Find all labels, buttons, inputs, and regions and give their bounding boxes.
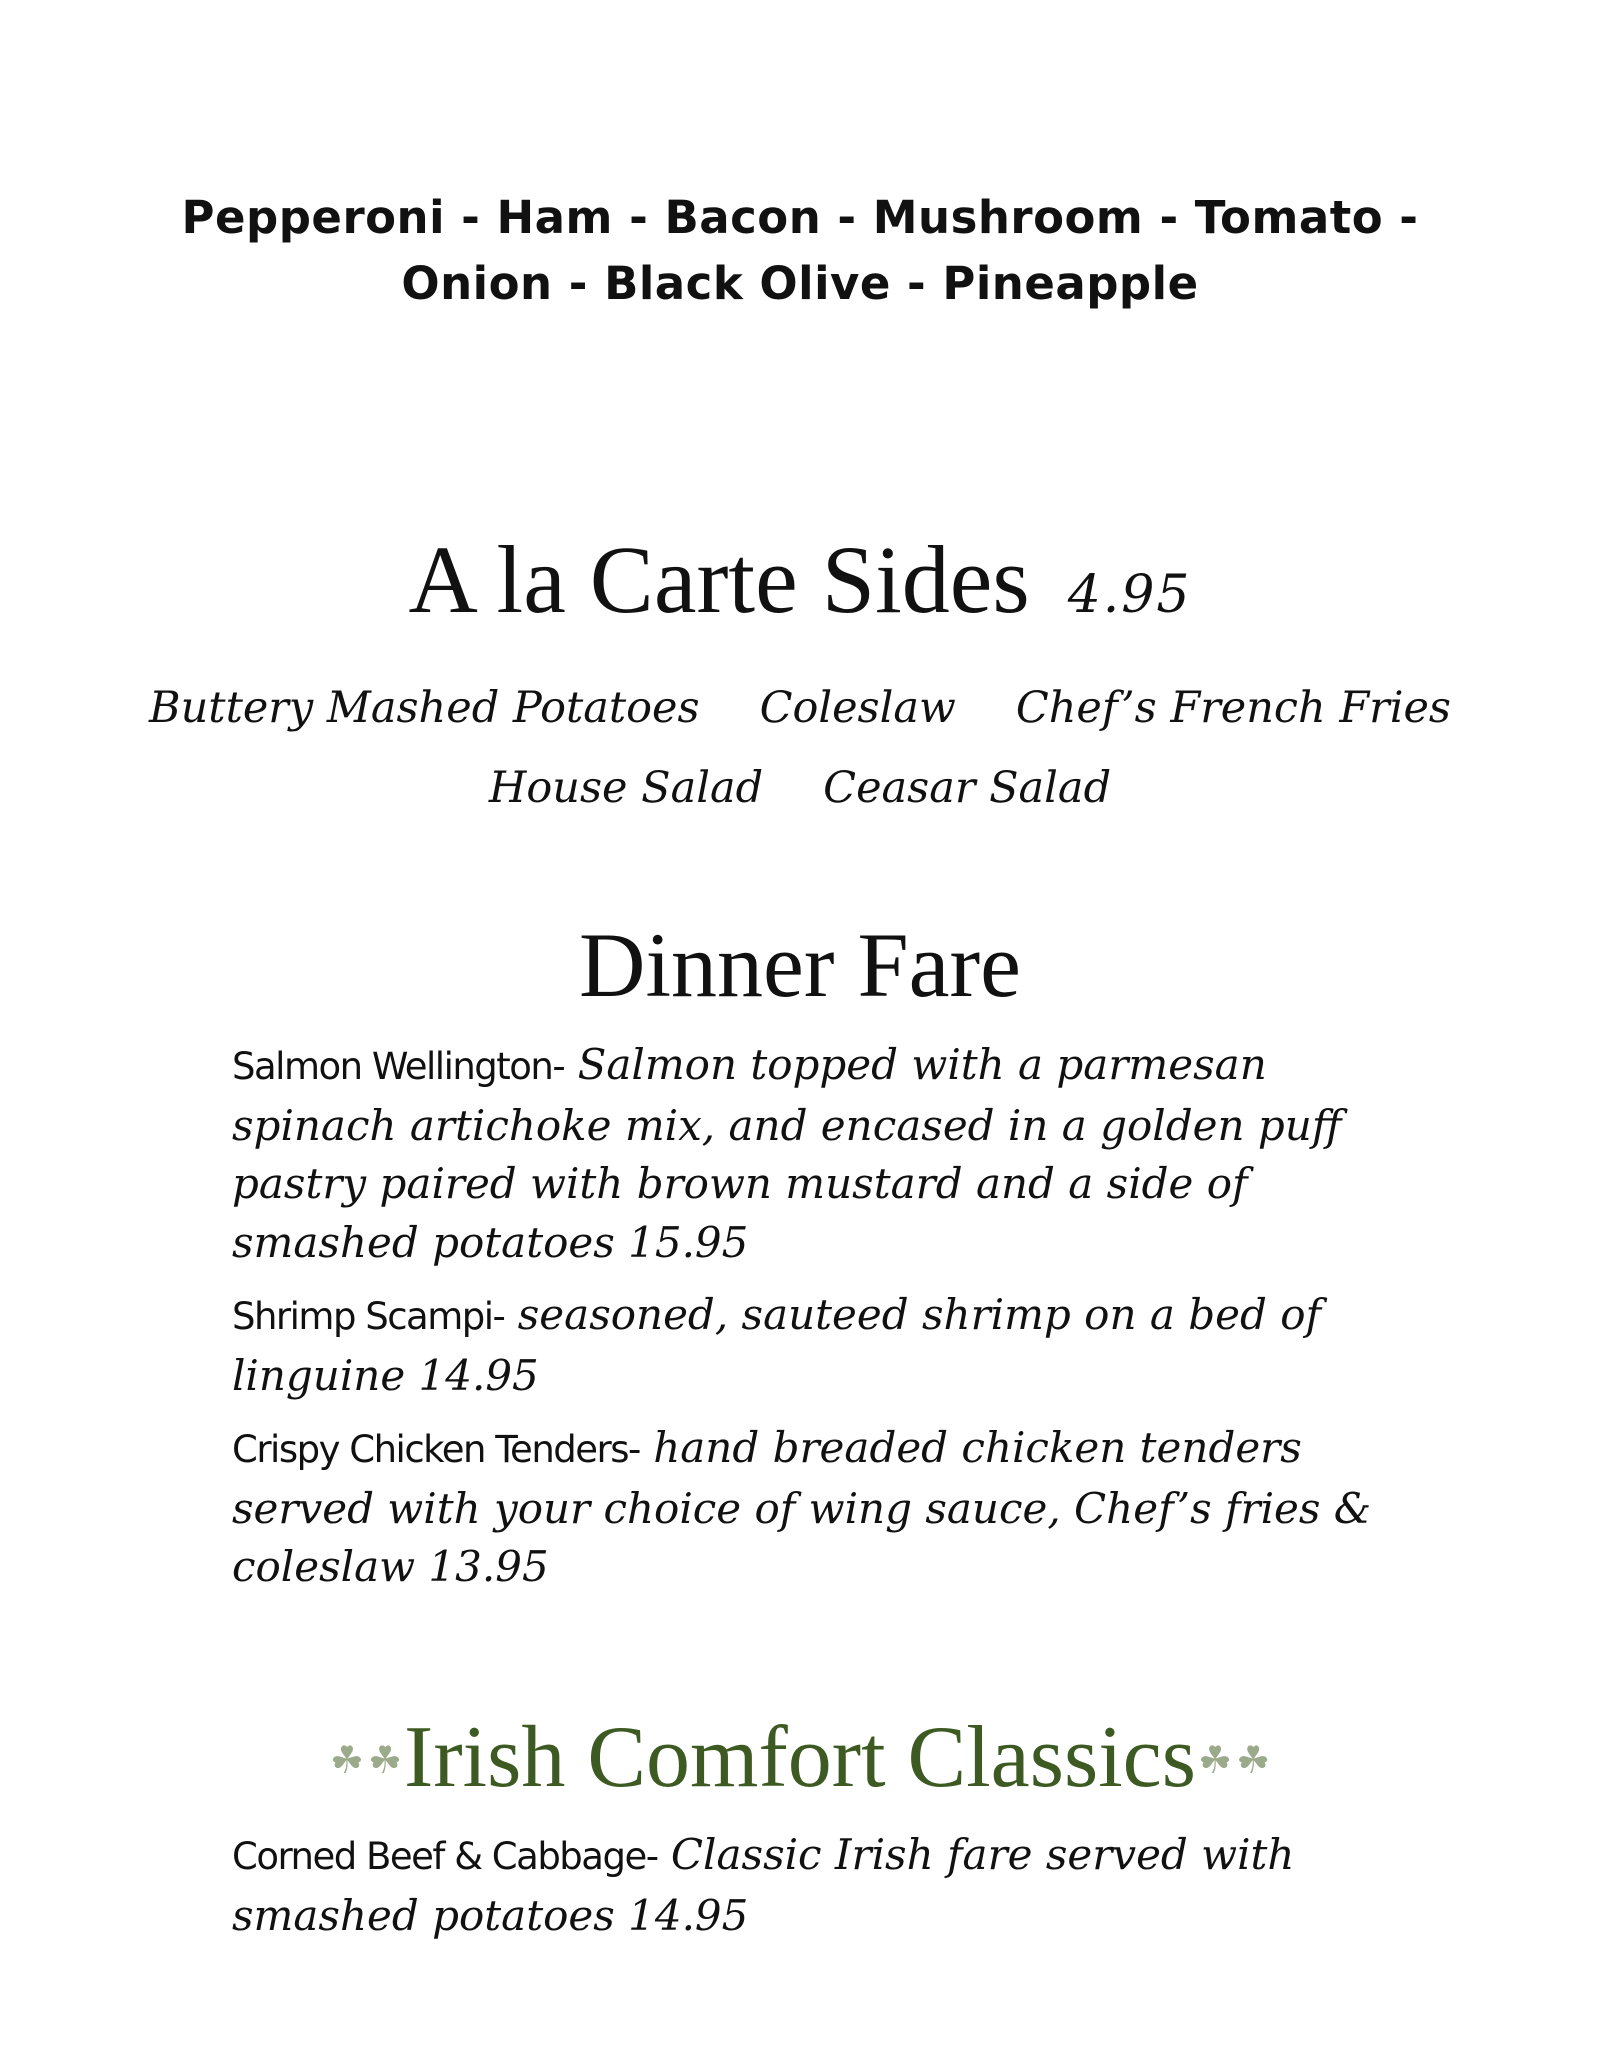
sides-list <box>0 668 1600 828</box>
side-item: Chef’s French Fries <box>1015 683 1451 733</box>
dinner-menu-list <box>232 1036 1382 1611</box>
item-description: seasoned, sauteed shrimp on a bed of linguine 14.95 <box>232 1290 1322 1400</box>
sides-heading <box>0 520 1600 655</box>
item-name: Salmon Wellington- <box>232 1045 565 1088</box>
sides-title: A la Carte Sides <box>408 526 1030 633</box>
item-description: Classic Irish fare served with smashed potatoes 14.95 <box>232 1830 1295 1940</box>
pizza-toppings <box>0 185 1600 317</box>
dinner-heading: Dinner Fare <box>579 914 1021 1016</box>
item-name: Shrimp Scampi- <box>232 1295 505 1338</box>
sides-row-1 <box>0 668 1600 748</box>
menu-item <box>232 1036 1382 1272</box>
sides-price: 4.95 <box>1067 565 1192 625</box>
menu-item <box>232 1419 1382 1597</box>
item-name: Crispy Chicken Tenders- <box>232 1428 640 1471</box>
item-name: Corned Beef & Cabbage- <box>232 1835 658 1878</box>
irish-title: Irish Comfort Classics <box>404 1709 1196 1806</box>
toppings-line-2: Onion - Black Olive - Pineapple <box>401 257 1199 310</box>
item-description: hand breaded chicken tenders served with your choice of wing sauce, Chef’s fries & coleslaw 13.95 <box>232 1423 1372 1591</box>
menu-item <box>232 1826 1382 1945</box>
side-item: Coleslaw <box>759 683 956 733</box>
item-description: Salmon topped with a parmesan spinach artichoke mix, and encased in a golden puff pastry paired with brown mustard and a side of smashed potatoes 15.95 <box>232 1040 1342 1267</box>
shamrock-icon: ☘ <box>329 1737 364 1782</box>
sides-row-2 <box>0 748 1600 828</box>
irish-menu-list <box>232 1826 1382 1959</box>
irish-heading <box>0 1698 1600 1826</box>
side-item: Buttery Mashed Potatoes <box>149 683 700 733</box>
side-item: House Salad <box>488 763 764 813</box>
menu-item <box>232 1286 1382 1405</box>
shamrock-icon: ☘ <box>1236 1737 1271 1782</box>
side-item: Ceasar Salad <box>823 763 1112 813</box>
shamrock-icon: ☘ <box>1197 1737 1233 1782</box>
shamrock-icon: ☘ <box>367 1737 403 1782</box>
toppings-line-1: Pepperoni - Ham - Bacon - Mushroom - Tomato - <box>181 191 1419 244</box>
